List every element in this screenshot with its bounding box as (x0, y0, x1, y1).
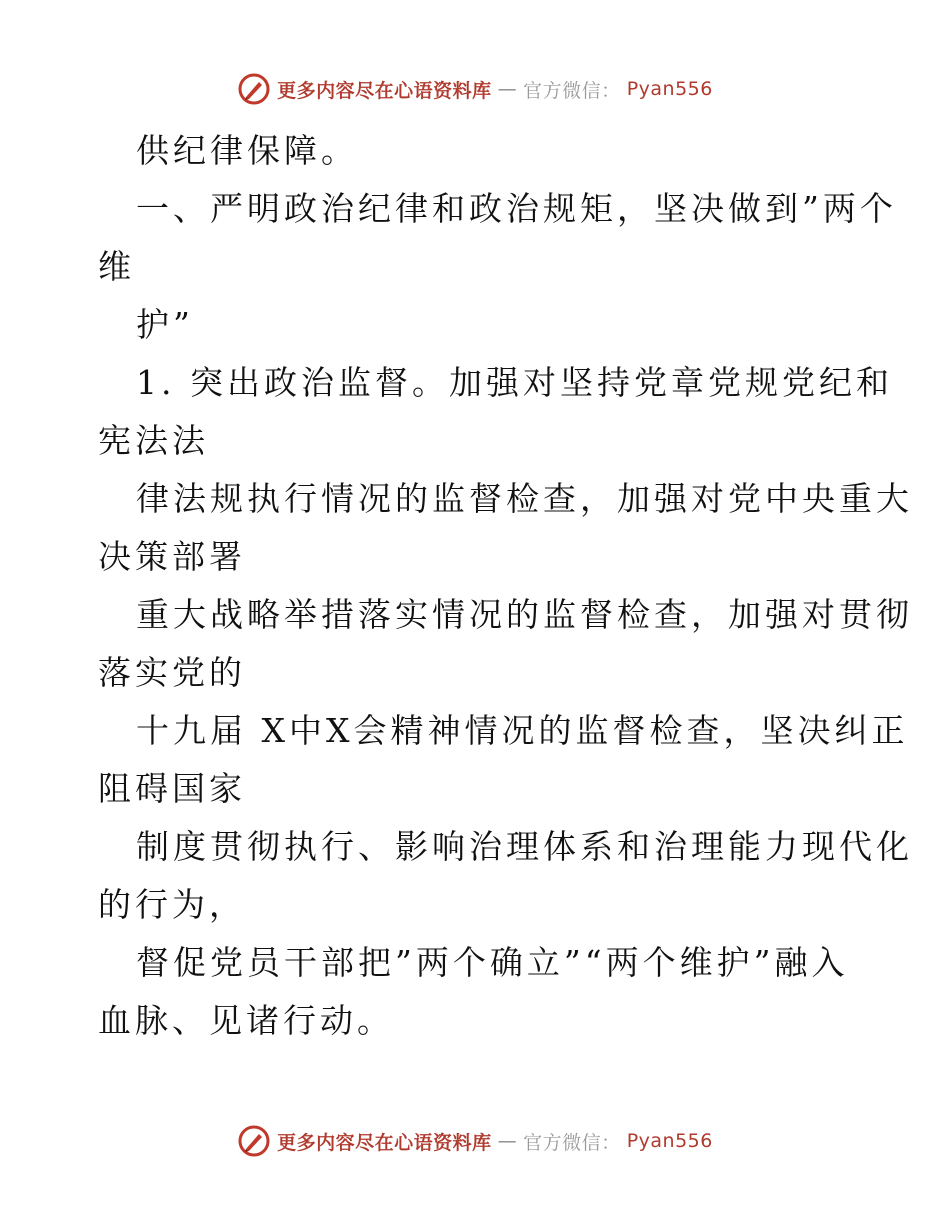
text-line: 十九届 X中X会精神情况的监督检查，坚决纠正 (136, 711, 909, 750)
text-line: 督促党员干部把”两个确立”“两个维护”融入 (136, 943, 849, 982)
text-line: 律法规执行情况的监督检查，加强对党中央重大 (136, 479, 913, 518)
watermark-dash: — (497, 1130, 518, 1152)
text-line: 宪法法 (98, 421, 209, 460)
text-line: 的行为， (98, 885, 246, 924)
watermark-wechat-label: 官方微信： (523, 1131, 621, 1154)
footer-watermark (0, 1124, 950, 1158)
text-line: 供纪律保障。 (136, 131, 358, 170)
text-line: 血脉、见诸行动。 (98, 1001, 394, 1040)
text-line: 重大战略举措落实情况的监督检查，加强对贯彻 (136, 595, 913, 634)
text-line: 一、严明政治纪律和政治规矩，坚决做到”两个 (136, 189, 897, 228)
watermark-text: 更多内容尽在心语资料库 (277, 1131, 492, 1154)
pen-logo-icon (237, 72, 271, 106)
text-line: 护” (136, 305, 194, 344)
watermark-text: 更多内容尽在心语资料库 (277, 79, 492, 102)
text-line: 维 (98, 247, 135, 286)
watermark-wechat-id: Pyan556 (626, 1130, 713, 1152)
text-line: 制度贯彻执行、影响治理体系和治理能力现代化 (136, 827, 913, 866)
header-watermark (0, 72, 950, 106)
watermark-wechat-id: Pyan556 (626, 78, 713, 100)
document-body (98, 122, 913, 1050)
text-line: 落实党的 (98, 653, 246, 692)
pen-logo-icon (237, 1124, 271, 1158)
watermark-dash: — (497, 78, 518, 100)
text-line: 决策部署 (98, 537, 246, 576)
text-line: 阻碍国家 (98, 769, 246, 808)
text-line: 1. 突出政治监督。加强对坚持党章党规党纪和 (136, 363, 893, 402)
watermark-wechat-label: 官方微信： (523, 79, 621, 102)
